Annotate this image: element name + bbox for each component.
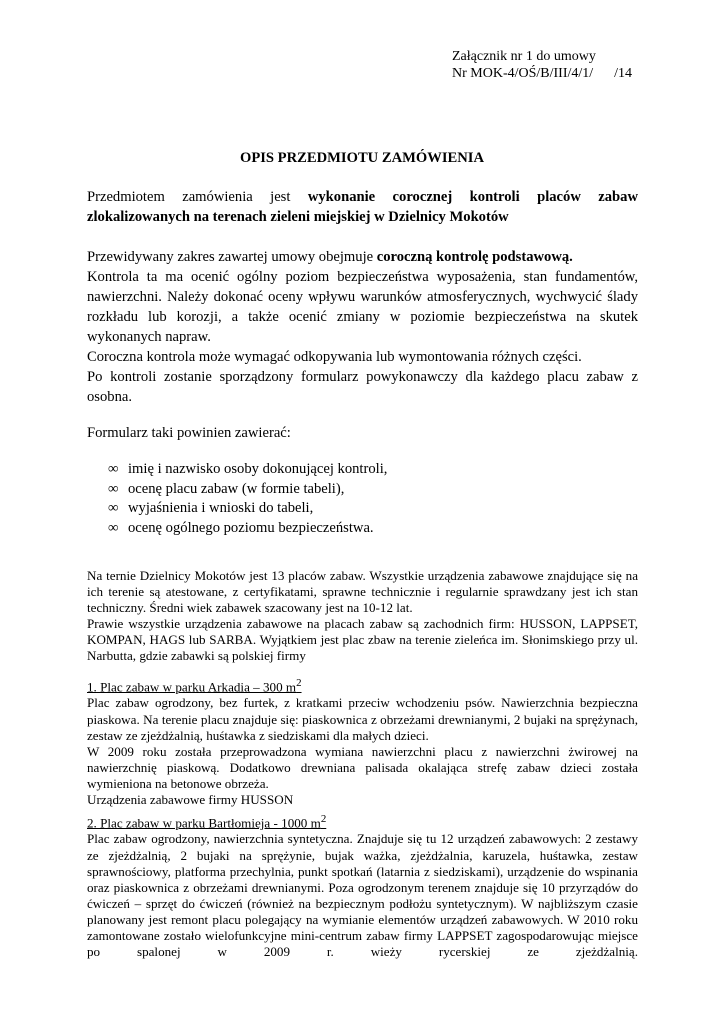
section-1-heading-text: 1. Plac zabaw w parku Arkadia – 300 m [87,679,297,695]
infinity-bullet-icon: ∞ [108,519,119,536]
section-1-paragraph-2: W 2009 roku została przeprowadzona wymiana nawierzchni placu z nawierzchni żwirowej na nawierzchnię piaskową. Dodatkowo drewniana palisada okalająca strefę zabaw dzieci została wymieniona na betonowe obrzeża. [87,743,638,791]
general-paragraph-2: Prawie wszystkie urządzenia zabawowe na placach zabaw są zachodnich firm: HUSSON, LAPPSET, KOMPAN, HAGS lub SARBA. Wyjątkiem jest plac zbaw na terenie zieleńca im. Słonimskiego przy ul. Narbutta, gdzie zabawki są polskiej firmy [87,616,638,664]
scope-paragraph-4: Po kontroli zostanie sporządzony formularz powykonawczy dla każdego placu zabaw z osobna. [87,369,638,405]
scope-prefix: Przewidywany zakres zawartej umowy obejmuje [87,249,377,265]
section-arkadia [87,675,638,808]
list-item [108,480,387,500]
intro-prefix: Przedmiotem zamówienia jest [87,189,308,205]
infinity-bullet-icon: ∞ [108,500,119,516]
section-1-heading-sup: 2 [296,677,302,689]
list-item [108,519,387,539]
document-title: OPIS PRZEDMIOTU ZAMÓWIENIA [239,150,485,166]
infinity-bullet-icon: ∞ [108,480,119,497]
general-paragraph-1: Na ternie Dzielnicy Mokotów jest 13 placów zabaw. Wszystkie urządzenia zabawowe znajdujące się na ich terenie są atestowane, z certyfikatami, sprawne technicznie i regularnie sprawdzany jest ich stan techniczny. Średni wiek zabawek szacowany jest na 10-12 lat. [87,568,638,616]
scope-section [87,247,638,407]
list-item-text: ocenę placu zabaw (w formie tabeli), [128,480,345,497]
form-lead [87,423,638,443]
annex-line-1: Załącznik nr 1 do umowy [452,49,596,64]
list-item-text: ocenę ogólnego poziomu bezpieczeństwa. [128,519,374,536]
section-1-paragraph-3: Urządzenia zabawowe firmy HUSSON [87,792,294,808]
infinity-bullet-icon: ∞ [108,461,119,477]
list-item-text: wyjaśnienia i wnioski do tabeli, [128,500,314,516]
annex-reference [452,48,632,82]
intro-bold: wykonanie corocznej kontroli placów zabaw zlokalizowanych na terenach zieleni miejskiej w Dzielnicy Mokotów [87,189,638,225]
scope-paragraph-3: Coroczna kontrola może wymagać odkopywania lub wymontowania różnych części. [87,349,582,365]
annex-line-2: Nr MOK-4/OŚ/B/III/4/1/ /14 [452,66,633,81]
section-2-heading [87,811,638,831]
list-item-text: imię i nazwisko osoby dokonującej kontroli, [128,461,388,477]
general-info [87,568,638,665]
section-2-heading-sup: 2 [320,813,327,825]
section-bartlomieja [87,811,638,960]
form-contents-list [108,460,387,538]
scope-bold: coroczną kontrolę podstawową. [376,249,573,265]
section-2-heading-text: 2. Plac zabaw w parku Bartłomieja - 1000 m [87,815,321,831]
list-item [108,460,387,480]
list-item [108,499,387,519]
section-2-paragraph-1: Plac zabaw ogrodzony, nawierzchnia syntetyczna. Znajduje się tu 12 urządzeń zabawowych: 2 zestawy ze zjeżdżalnią, 2 bujaki na sprężynie, bujak ważka, zjeżdżalnia, karuzela, huśtawka, zestaw sprawnościowy, platforma przechylnia, punkt spotkań (latarnia z siedziskami), urządzenie do wspinania oraz piaskownica z obrzeżami drewnianymi. Poza ogrodzonym terenem znajduje się 10 przyrządów do ćwiczeń – sprzęt do ćwiczeń (również na bezpiecznym podłożu syntetycznym). W najbliższym czasie planowany jest remont placu polegający na wymianie elementów urządzeń zabawowych. W 2010 roku zamontowane zostało wielofunkcyjne mini-centrum zabaw firmy LAPPSET zagospodarowując miejsce po spalonej w 2009 r. wieży rycerskiej ze zjeżdżalnią. [87,831,638,960]
form-lead-text: Formularz taki powinien zawierać: [87,425,291,441]
scope-paragraph-2: Kontrola ta ma ocenić ogólny poziom bezpieczeństwa wyposażenia, stan fundamentów, nawierzchni. Należy dokonać oceny wpływu warunków atmosferycznych, wychwycić ślady rozkładu lub korozji, a także ocenić zmiany w poziomie bezpieczeństwa na skutek wykonanych napraw. [87,269,638,345]
scope-line-1 [87,247,638,267]
section-1-heading [87,675,638,695]
section-1-paragraph-1: Plac zabaw ogrodzony, bez furtek, z kratkami przeciw wchodzeniu psów. Nawierzchnia bezpieczna piaskowa. Na terenie placu znajduje się: piaskownica z obrzeżami drewnianymi, 2 bujaki na sprężynach, zestaw ze zjeżdżalnią, huśtawka z siedziskami dla małych dzieci. [87,695,638,743]
intro-paragraph [87,187,638,227]
